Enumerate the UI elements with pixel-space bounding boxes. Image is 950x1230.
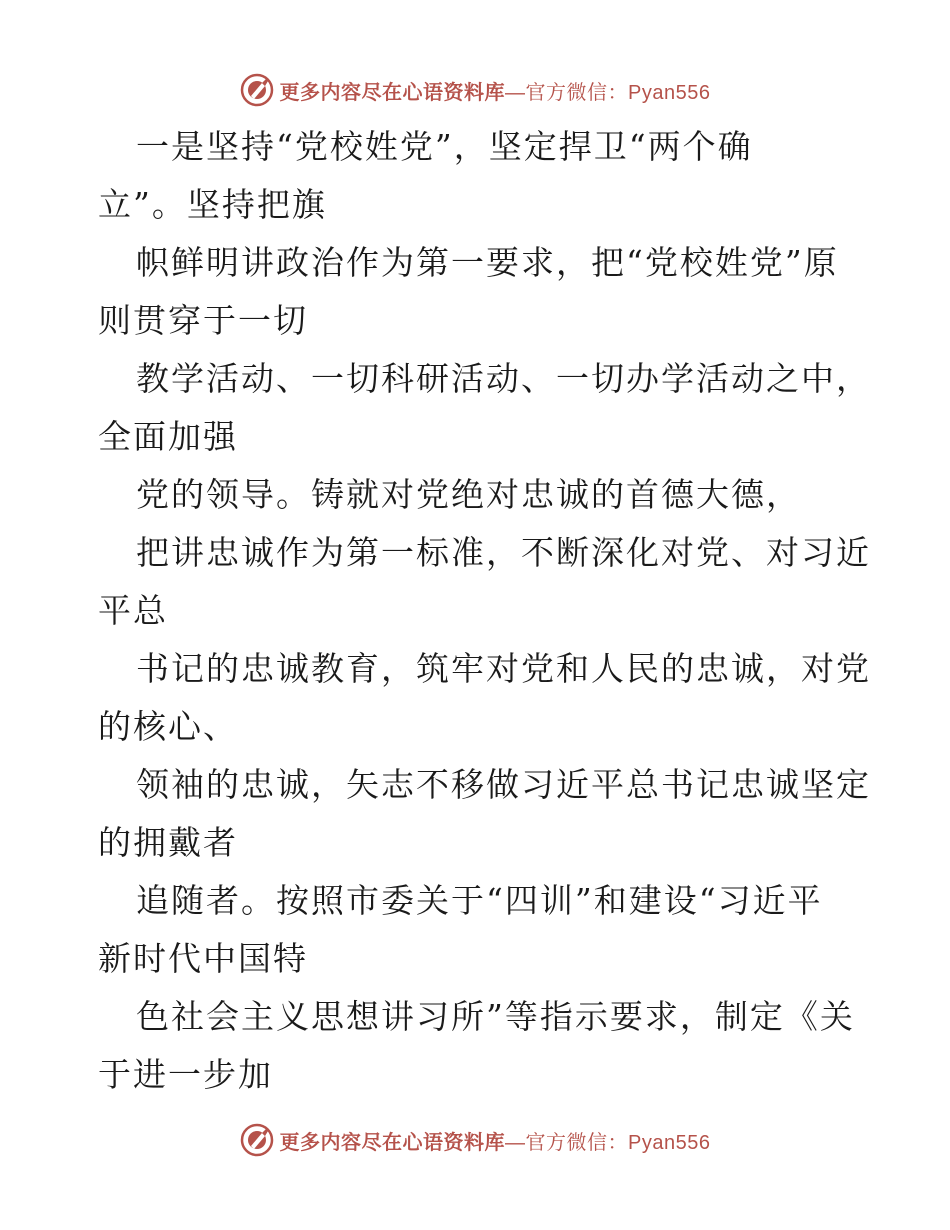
text-line: 的核心、 bbox=[98, 707, 238, 746]
text-line: 新时代中国特 bbox=[98, 939, 308, 978]
header-watermark-rest: —官方微信：Pyan556 bbox=[505, 81, 711, 104]
header-watermark bbox=[0, 70, 950, 110]
text-line: 追随者。按照市委关于“四训”和建设“习近平 bbox=[136, 881, 823, 920]
body-text bbox=[98, 118, 871, 1104]
footer-watermark-rest: —官方微信：Pyan556 bbox=[505, 1131, 711, 1154]
text-line: 把讲忠诚作为第一标准，不断深化对党、对习近 bbox=[136, 533, 871, 572]
text-line: 则贯穿于一切 bbox=[98, 301, 308, 340]
brand-logo-icon bbox=[240, 73, 274, 107]
text-line: 一是坚持“党校姓党”，坚定捍卫“两个确 bbox=[136, 127, 753, 166]
text-line: 立”。坚持把旗 bbox=[98, 185, 327, 224]
footer-watermark-lead: 更多内容尽在心语资料库 bbox=[279, 1131, 506, 1154]
text-line: 书记的忠诚教育，筑牢对党和人民的忠诚，对党 bbox=[136, 649, 871, 688]
text-line: 帜鲜明讲政治作为第一要求，把“党校姓党”原 bbox=[136, 243, 839, 282]
brand-logo-icon bbox=[240, 1123, 274, 1157]
text-line: 平总 bbox=[98, 591, 168, 630]
text-line: 于进一步加 bbox=[98, 1055, 273, 1094]
text-line: 色社会主义思想讲习所”等指示要求，制定《关 bbox=[136, 997, 855, 1036]
header-watermark-lead: 更多内容尽在心语资料库 bbox=[279, 81, 506, 104]
text-line: 全面加强 bbox=[98, 417, 238, 456]
footer-watermark bbox=[0, 1120, 950, 1160]
text-line: 的拥戴者 bbox=[98, 823, 238, 862]
text-line: 领袖的忠诚，矢志不移做习近平总书记忠诚坚定 bbox=[136, 765, 871, 804]
text-line: 教学活动、一切科研活动、一切办学活动之中， bbox=[136, 359, 871, 398]
header-watermark-text bbox=[280, 76, 711, 105]
footer-watermark-text bbox=[280, 1126, 711, 1155]
text-line: 党的领导。铸就对党绝对忠诚的首德大德， bbox=[136, 475, 801, 514]
